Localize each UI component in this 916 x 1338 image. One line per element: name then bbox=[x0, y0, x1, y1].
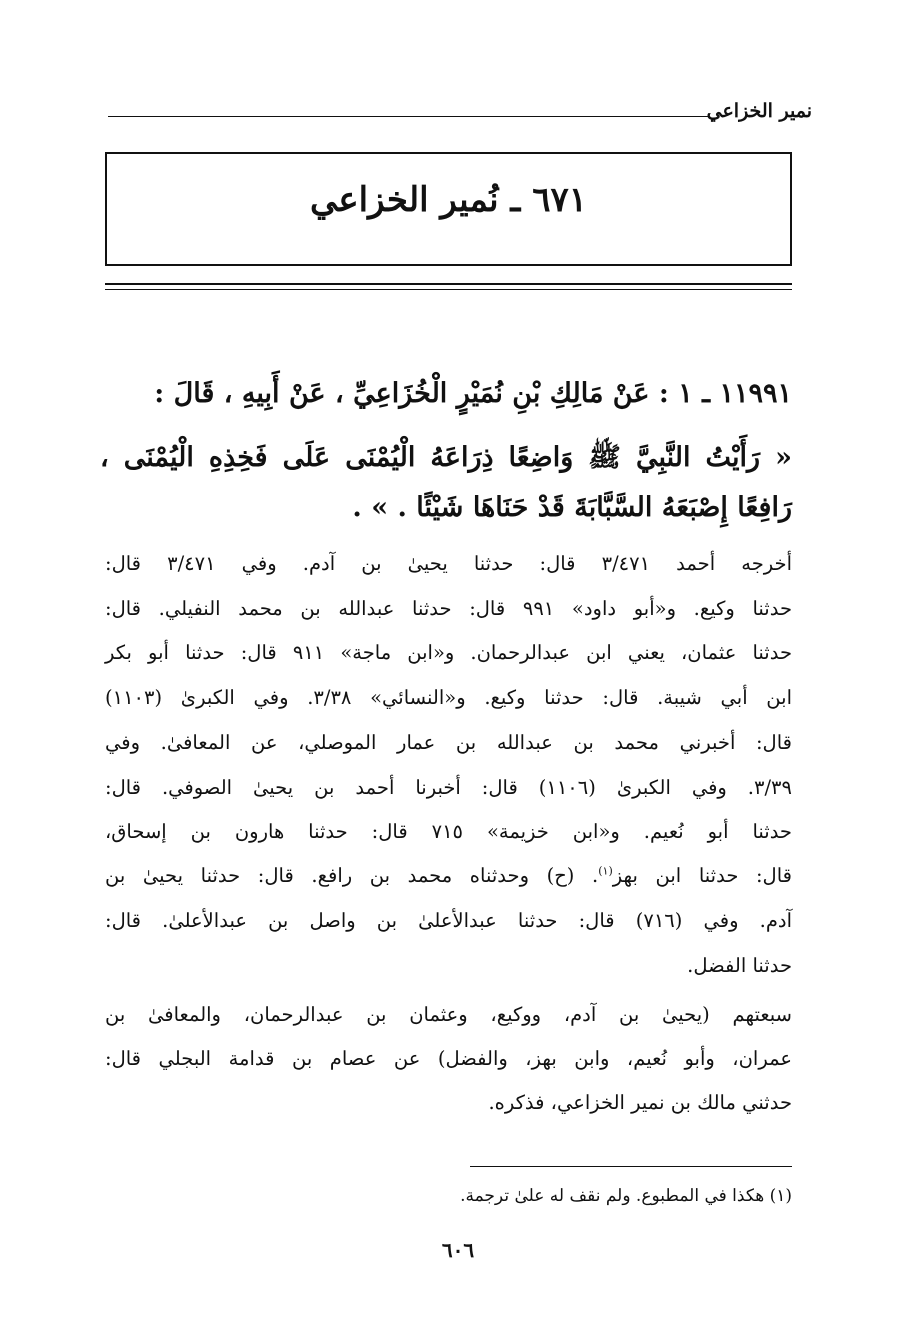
takhrij-line: ابن أبي شيبة. قال: حدثنا وكيع. و«النسائي» ٣/٣٨. وفي الكبرىٰ (١١٠٣) bbox=[105, 686, 792, 709]
footnote-rule bbox=[470, 1166, 792, 1167]
footnote-reference: (١) bbox=[598, 864, 613, 878]
takhrij-line: حدثنا الفضل. bbox=[687, 954, 792, 977]
summary-line: حدثني مالك بن نمير الخزاعي، فذكره. bbox=[488, 1091, 792, 1114]
takhrij-line: حدثنا أبو نُعيم. و«ابن خزيمة» ٧١٥ قال: حدثنا هارون بن إسحاق، bbox=[105, 820, 792, 843]
takhrij-line: آدم. وفي (٧١٦) قال: حدثنا عبدالأعلىٰ بن واصل بن عبدالأعلىٰ. قال: bbox=[105, 909, 792, 932]
summary-line: عمران، وأبو نُعيم، وابن بهز، والفضل) عن عصام بن قدامة البجلي قال: bbox=[105, 1047, 792, 1070]
takhrij-line: حدثنا عثمان، يعني ابن عبدالرحمان. و«ابن ماجة» ٩١١ قال: حدثنا أبو بكر bbox=[105, 641, 792, 664]
running-header: نمير الخزاعي bbox=[706, 100, 812, 122]
summary-line: سبعتهم (يحيىٰ بن آدم، ووكيع، وعثمان بن عبدالرحمان، والمعافىٰ بن bbox=[105, 1003, 792, 1026]
title-double-rule bbox=[105, 283, 792, 290]
takhrij-line-with-footnote bbox=[105, 864, 792, 887]
takhrij-line: أخرجه أحمد ٣/٤٧١ قال: حدثنا يحيىٰ بن آدم. وفي ٣/٤٧١ قال: bbox=[105, 552, 792, 575]
takhrij-line: حدثنا وكيع. و«أبو داود» ٩٩١ قال: حدثنا عبدالله بن محمد النفيلي. قال: bbox=[105, 597, 792, 620]
takhrij-line-part-a: قال: حدثنا ابن بهز bbox=[612, 864, 792, 887]
hadith-line-1: ١١٩٩١ ـ ١ : عَنْ مَالِكِ بْنِ نُمَيْرٍ الْخُزَاعِيِّ ، عَنْ أَبِيهِ ، قَالَ : bbox=[154, 378, 792, 409]
hadith-line-3: رَافِعًا إِصْبَعَهُ السَّبَّابَةَ قَدْ حَنَاهَا شَيْئًا . » . bbox=[352, 492, 792, 523]
page-number: ٦٠٦ bbox=[441, 1238, 475, 1262]
chapter-title-box bbox=[105, 152, 792, 266]
header-rule bbox=[108, 116, 708, 117]
footnote: (١) هكذا في المطبوع. ولم نقف له علىٰ ترجمة. bbox=[460, 1186, 792, 1206]
chapter-title: ٦٧١ ـ نُمير الخزاعي bbox=[310, 180, 587, 220]
hadith-line-2: « رَأَيْتُ النَّبِيَّ ﷺ وَاضِعًا ذِرَاعَهُ الْيُمْنَى عَلَى فَخِذِهِ الْيُمْنَى ، bbox=[100, 442, 792, 473]
takhrij-line: ٣/٣٩. وفي الكبرىٰ (١١٠٦) قال: أخبرنا أحمد بن يحيىٰ الصوفي. قال: bbox=[105, 776, 792, 799]
takhrij-line-part-b: . (ح) وحدثناه محمد بن رافع. قال: حدثنا يحيىٰ بن bbox=[105, 864, 599, 887]
takhrij-line: قال: أخبرني محمد بن عبدالله بن عمار الموصلي، عن المعافىٰ. وفي bbox=[105, 731, 792, 754]
